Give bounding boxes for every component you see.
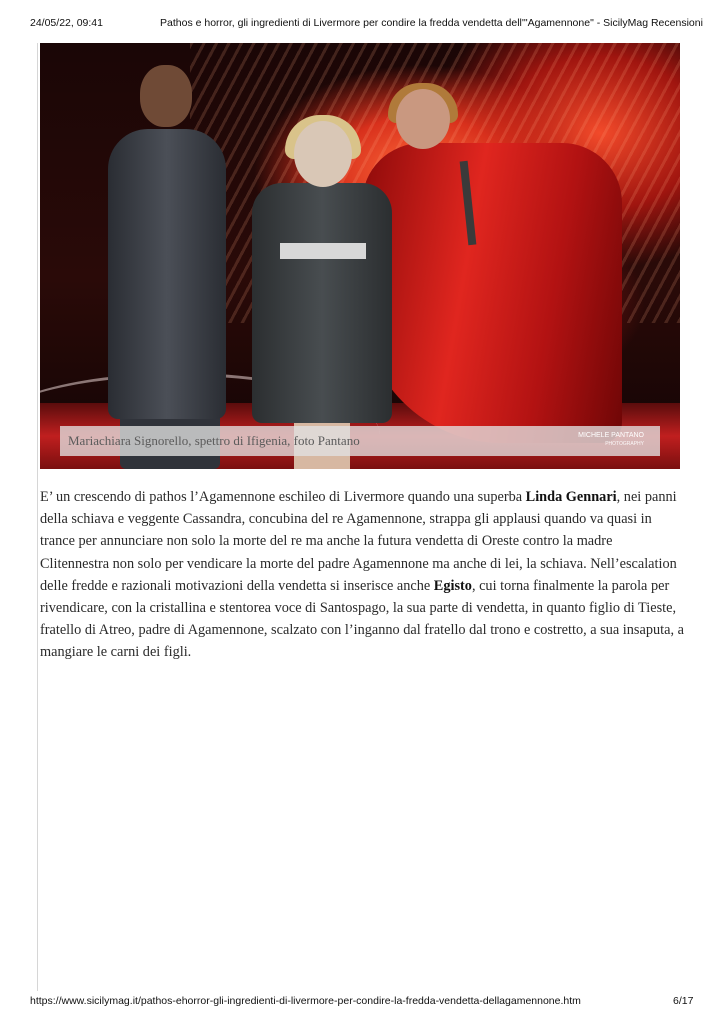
page-number: 6/17 [673, 995, 694, 1007]
actor-man-head [140, 65, 192, 127]
character-name-egisto: Egisto [433, 577, 472, 594]
girl-head [294, 121, 352, 187]
left-margin-rule [37, 43, 38, 991]
article-photo [40, 43, 680, 469]
photo-credit-sub: PHOTOGRAPHY [605, 441, 644, 447]
actor-name-linda-gennari: Linda Gennari [525, 489, 617, 505]
photo-caption: Mariachiara Signorello, spettro di Ifigenia, foto Pantano [68, 433, 360, 448]
article-body [40, 486, 684, 664]
page-url: https://www.sicilymag.it/pathos-ehorror-gli-ingredienti-di-livermore-per-condire-la-fredda-vendetta-dellagamennone.htm [30, 995, 581, 1007]
actor-man [108, 129, 226, 419]
girl-belt [280, 243, 366, 259]
photo-caption-bar [60, 426, 660, 456]
actress-head [396, 89, 450, 149]
girl-grey-dress [252, 183, 392, 423]
article-paragraph: E’ un crescendo di pathos l’Agamennone eschileo di Livermore quando una superba Linda Gennari, nei panni della schiava e veggente Cassandra, concubina del re Agamennone, strappa gli applausi quando va quasi in trance per annunciare non solo la morte del re ma anche la futura vendetta di Oreste contro la madre Clitennestra non solo per vendicare la morte del padre Agamennone ma anche di lei, la schiava. Nell’escalation delle fredde e razionali motivazioni della vendetta si inserisce anche Egisto, cui torna finalmente la parola per rivendicare, con la cristallina e stentorea voce di Santospago, la sua parte di vendetta, in quanto figlio di Tieste, fratello di Atreo, padre di Agamennone, scalzato con l’inganno dal fratello dal trono e costretto, a sua insaputa, a mangiare le carni dei figli. [40, 489, 684, 661]
actress-red-dress [362, 143, 622, 443]
photo-credit-name: MICHELE PANTANO [578, 432, 644, 439]
print-datetime: 24/05/22, 09:41 [30, 17, 103, 29]
photo-credit [578, 431, 644, 449]
page-title: Pathos e horror, gli ingredienti di Livermore per condire la fredda vendetta dell'"Agamennone" - SicilyMag Recensioni [160, 17, 703, 29]
